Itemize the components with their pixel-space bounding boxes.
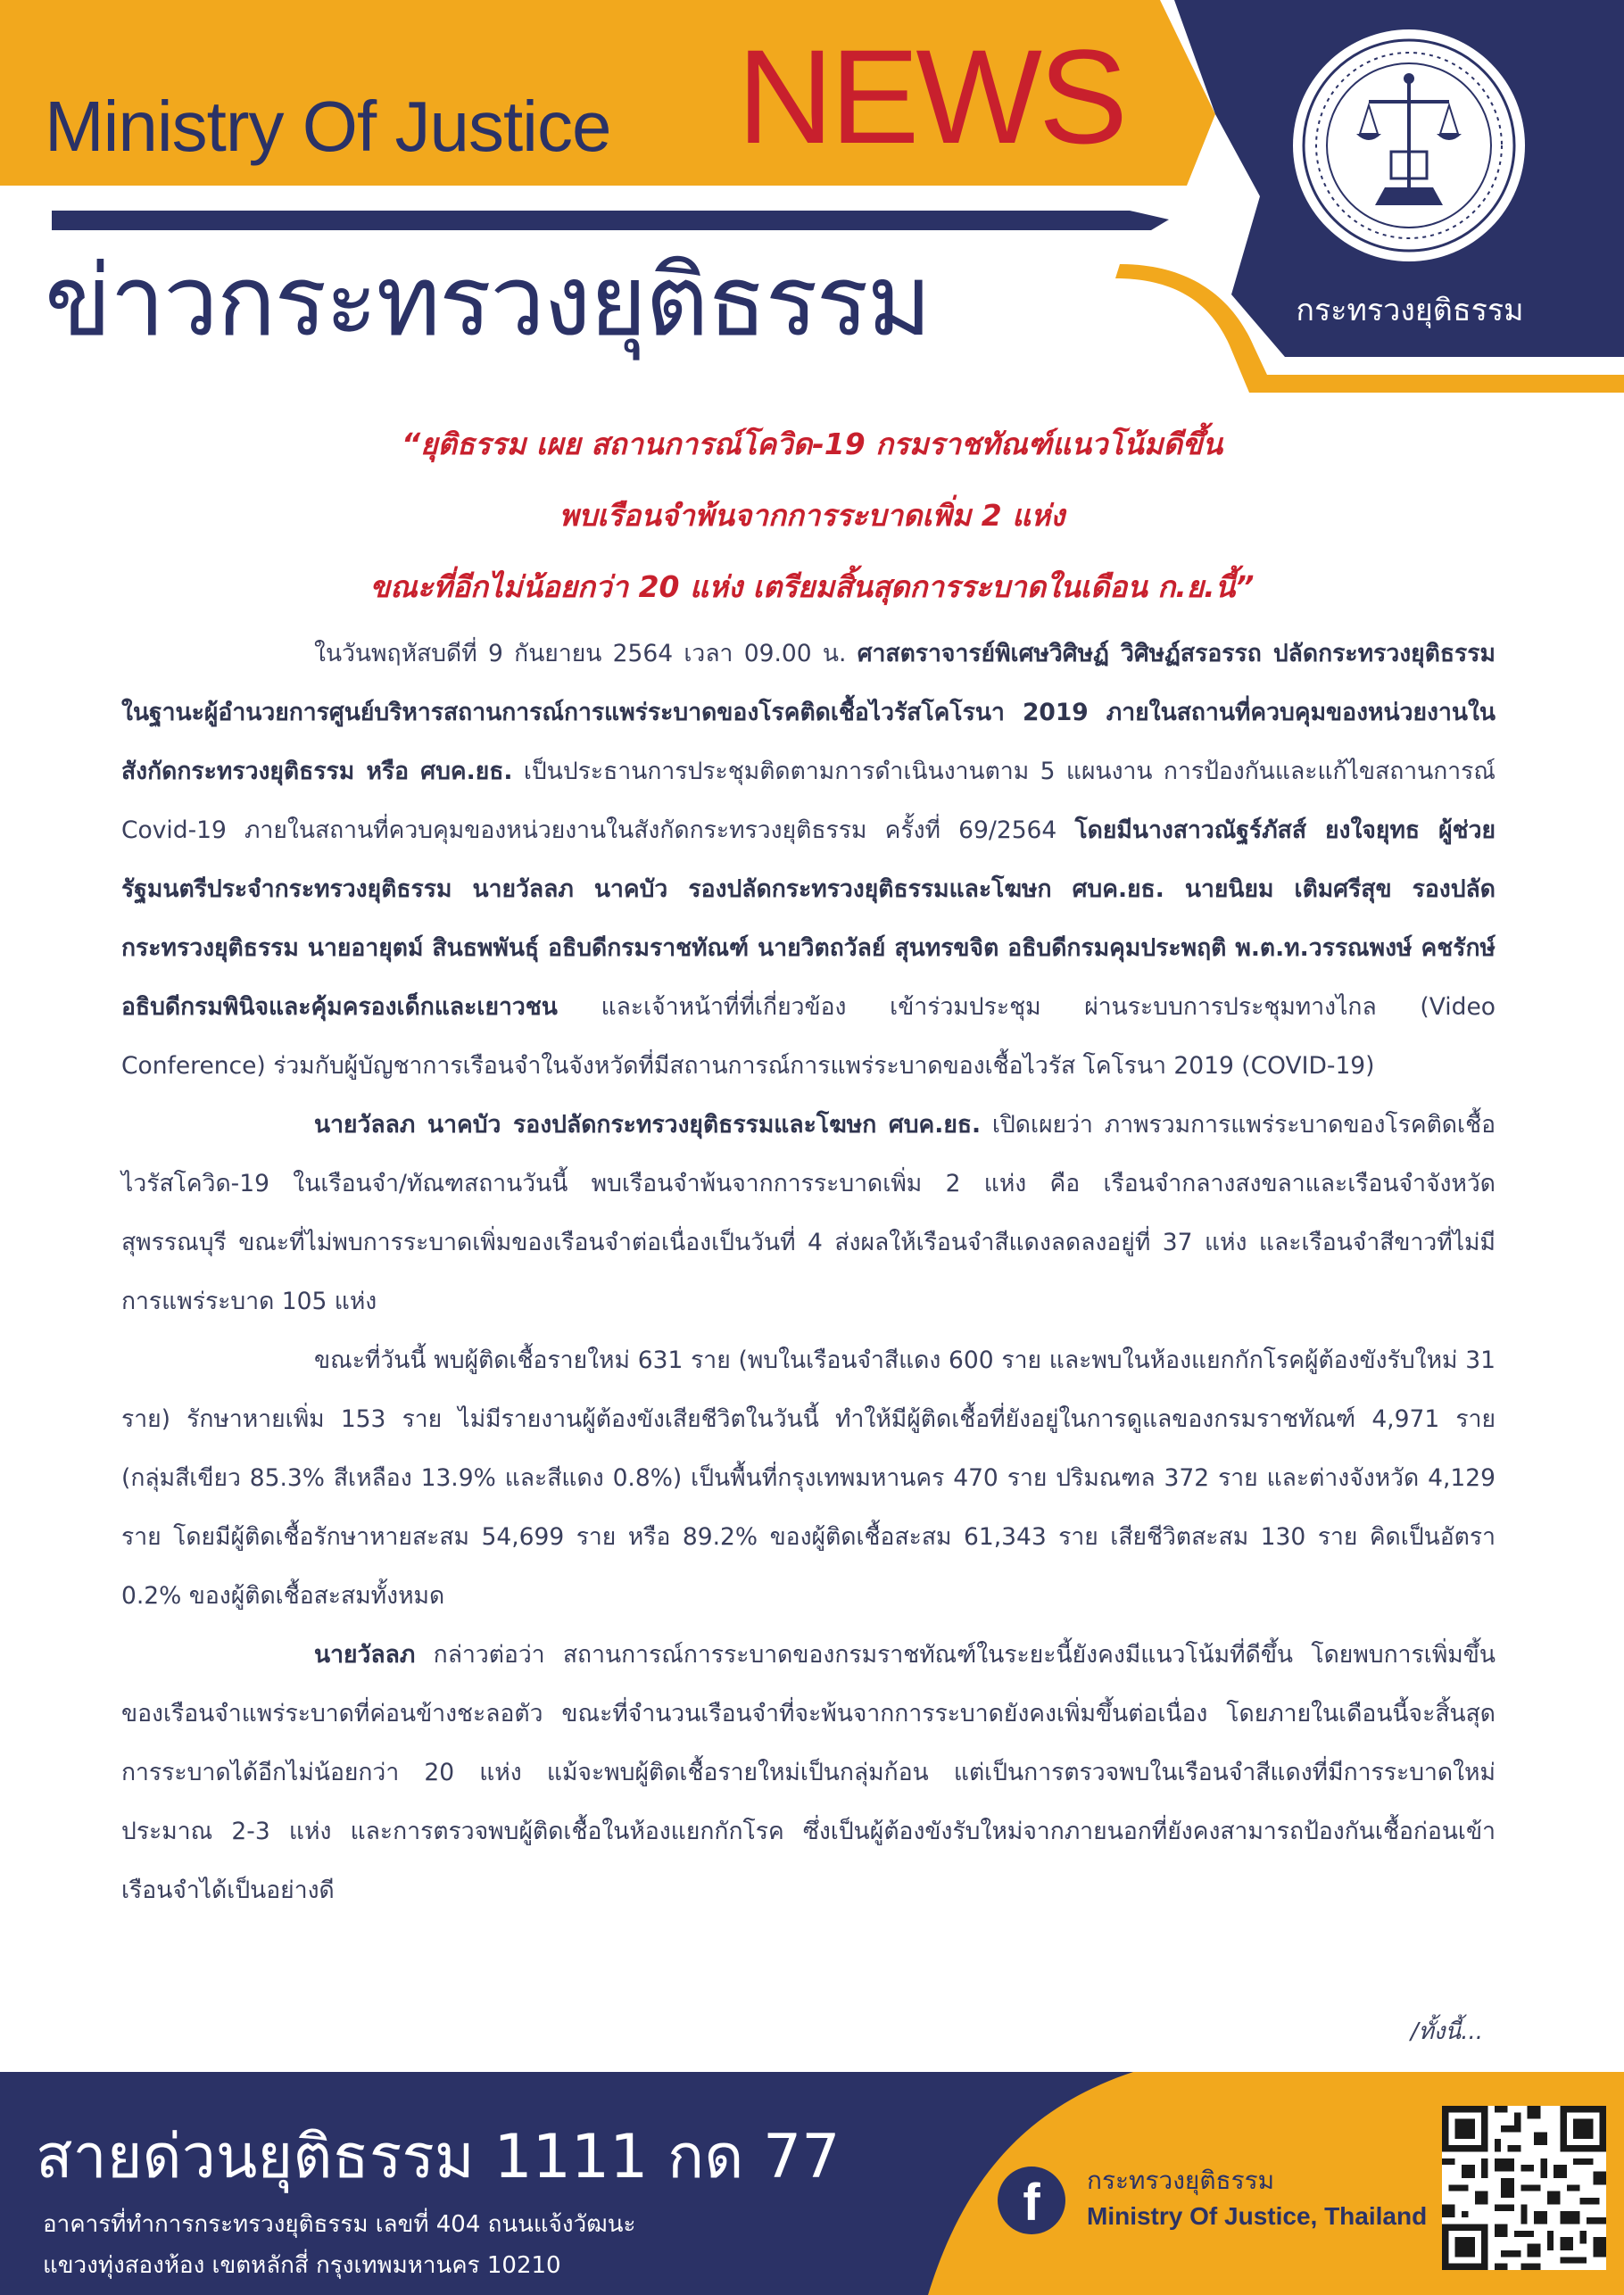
paragraph-3 [121, 1331, 1496, 1626]
p1-text-2: เป็นประธานการประชุมติดตามการดำเนินงานตาม 5 แผนงาน การป้องกันและแก้ไขสถานการณ์ Covid-19 ภายในสถานที่ควบคุมของหน่วยงานในสังกัดกระทรวงยุติธรรม ครั้งที่ 69/2564 [121, 758, 1496, 844]
p2-text-1: เปิดเผยว่า ภาพรวมการแพร่ระบาดของโรคติดเชื้อไวรัสโควิด-19 ในเรือนจำ/ทัณฑสถานวันนี้ พบเรือนจำพ้นจากการระบาดเพิ่ม 2 แห่ง คือ เรือนจำกลางสงขลาและเรือนจำจังหวัดสุพรรณบุรี ขณะที่ไม่พบการระบาดเพิ่มของเรือนจำต่อเนื่องเป็นวันที่ 4 ส่งผลให้เรือนจำสีแดงลดลงอยู่ที่ 37 แห่ง และเรือนจำสีขาวที่ไม่มีการแพร่ระบาด 105 แห่ง [121, 1111, 1496, 1315]
headline-line-2: พบเรือนจำพ้นจากการระบาดเพิ่ม 2 แห่ง [559, 498, 1065, 533]
address-line-1: อาคารที่ทำการกระทรวงยุติธรรม เลขที่ 404 ถนนแจ้งวัฒนะ [43, 2211, 636, 2238]
p3-text-1: ขณะที่วันนี้ พบผู้ติดเชื้อรายใหม่ 631 ราย (พบในเรือนจำสีแดง 600 ราย และพบในห้องแยกกักโรคผู้ต้องขังรับใหม่ 31 ราย) รักษาหายเพิ่ม 153 ราย ไม่มีรายงานผู้ต้องขังเสียชีวิตในวันนี้ ทำให้มีผู้ติดเชื้อที่ยังอยู่ในการดูแลของกรมราชทัณฑ์ 4,971 ราย (กลุ่มสีเขียว 85.3% สีเหลือง 13.9% และสีแดง 0.8%) เป็นพื้นที่กรุงเทพมหานคร 470 ราย ปริมณฑล 372 ราย และต่างจังหวัด 4,129 ราย โดยมีผู้ติดเชื้อรักษาหายสะสม 54,699 ราย หรือ 89.2% ของผู้ติดเชื้อสะสม 61,343 ราย เสียชีวิตสะสม 130 ราย คิดเป็นอัตรา 0.2% ของผู้ติดเชื้อสะสมทั้งหมด [121, 1346, 1496, 1610]
headline [125, 409, 1499, 623]
brand-english: Ministry Of Justice [45, 87, 611, 166]
p1-bold-2: โดยมีนางสาวณัฐร์ภัสส์ ยงใจยุทธ ผู้ช่วยรัฐมนตรีประจำกระทรวงยุติธรรม นายวัลลภ นาคบัว รองปลัดกระทรวงยุติธรรมและโฆษก ศบค.ยธ. นายนิยม เติมศรีสุข รองปลัดกระทรวงยุติธรรม นายอายุตม์ สินธพพันธุ์ อธิบดีกรมราชทัณฑ์ นายวิตถวัลย์ สุนทรขจิต อธิบดีกรมคุมประพฤติ พ.ต.ท.วรรณพงษ์ คชรักษ์ อธิบดีกรมพินิจและคุ้มครองเด็กและเยาวชน [121, 816, 1496, 1021]
facebook-icon[interactable]: f [998, 2167, 1065, 2234]
p1-text-1: ในวันพฤหัสบดีที่ 9 กันยายน 2564 เวลา 09.00 น. [314, 640, 858, 667]
p4-text-1: กล่าวต่อว่า สถานการณ์การระบาดของกรมราชทัณฑ์ในระยะนี้ยังคงมีแนวโน้มที่ดีขึ้น โดยพบการเพิ่มขึ้นของเรือนจำแพร่ระบาดที่ค่อนข้างชะลอตัว ขณะที่จำนวนเรือนจำที่จะพ้นจากการระบาดยังคงเพิ่มขึ้นต่อเนื่อง โดยภายในเดือนนี้จะสิ้นสุดการระบาดได้อีกไม่น้อยกว่า 20 แห่ง แม้จะพบผู้ติดเชื้อรายใหม่เป็นกลุ่มก้อน แต่เป็นการตรวจพบในเรือนจำสีแดงที่มีการระบาดใหม่ประมาณ 2-3 แห่ง และการตรวจพบผู้ติดเชื้อในห้องแยกกักโรค ซึ่งเป็นผู้ต้องขังรับใหม่จากภายนอกที่ยังคงสามารถป้องกันเชื้อก่อนเข้าเรือนจำได้เป็นอย่างดี [121, 1641, 1496, 1904]
facebook-page-name-thai[interactable]: กระทรวงยุติธรรม [1087, 2166, 1275, 2195]
headline-line-1: “ยุติธรรม เผย สถานการณ์โควิด-19 กรมราชทัณฑ์แนวโน้มดีขึ้น [401, 427, 1223, 461]
address-line-2: แขวงทุ่งสองห้อง เขตหลักสี่ กรุงเทพมหานคร 10210 [43, 2252, 561, 2279]
qr-code-icon [1442, 2106, 1606, 2270]
p4-bold-1: นายวัลลภ [314, 1641, 416, 1669]
continuation-note: /ทั้งนี้... [1410, 2018, 1483, 2045]
seal-label: กระทรวงยุติธรรม [1296, 293, 1524, 328]
p2-bold-1: นายวัลลภ นาคบัว รองปลัดกระทรวงยุติธรรมและโฆษก ศบค.ยธ. [314, 1111, 982, 1139]
brand-news: NEWS [737, 21, 1124, 171]
headline-line-3: ขณะที่อีกไม่น้อยกว่า 20 แห่ง เตรียมสิ้นสุดการระบาดในเดือน ก.ย.นี้” [369, 569, 1255, 604]
article-body [121, 625, 1496, 1920]
paragraph-4 [121, 1626, 1496, 1920]
ministry-seal-icon [1290, 27, 1528, 264]
paragraph-1 [121, 625, 1496, 1096]
hotline-text: สายด่วนยุติธรรม 1111 กด 77 [36, 2122, 841, 2192]
brand-thai: ข่าวกระทรวงยุติธรรม [45, 244, 931, 358]
facebook-page-name-english[interactable]: Ministry Of Justice, Thailand [1087, 2202, 1428, 2230]
p1-bold-1: ศาสตราจารย์พิเศษวิศิษฏ์ วิศิษฏ์สรอรรถ ปลัดกระทรวงยุติธรรม ในฐานะผู้อำนวยการศูนย์บริหารสถานการณ์การแพร่ระบาดของโรคติดเชื้อไวรัสโคโรนา 2019 ภายในสถานที่ควบคุมของหน่วยงานในสังกัดกระทรวงยุติธรรม หรือ ศบค.ยธ. [121, 640, 1496, 785]
footer [0, 2072, 1624, 2295]
p1-text-3: และเจ้าหน้าที่ที่เกี่ยวข้อง เข้าร่วมประชุม ผ่านระบบการประชุมทางไกล (Video Conference) ร่วมกับผู้บัญชาการเรือนจำในจังหวัดที่มีสถานการณ์การแพร่ระบาดของเชื้อไวรัส โคโรนา 2019 (COVID-19) [121, 993, 1496, 1080]
paragraph-2 [121, 1096, 1496, 1331]
masthead [0, 0, 1624, 402]
